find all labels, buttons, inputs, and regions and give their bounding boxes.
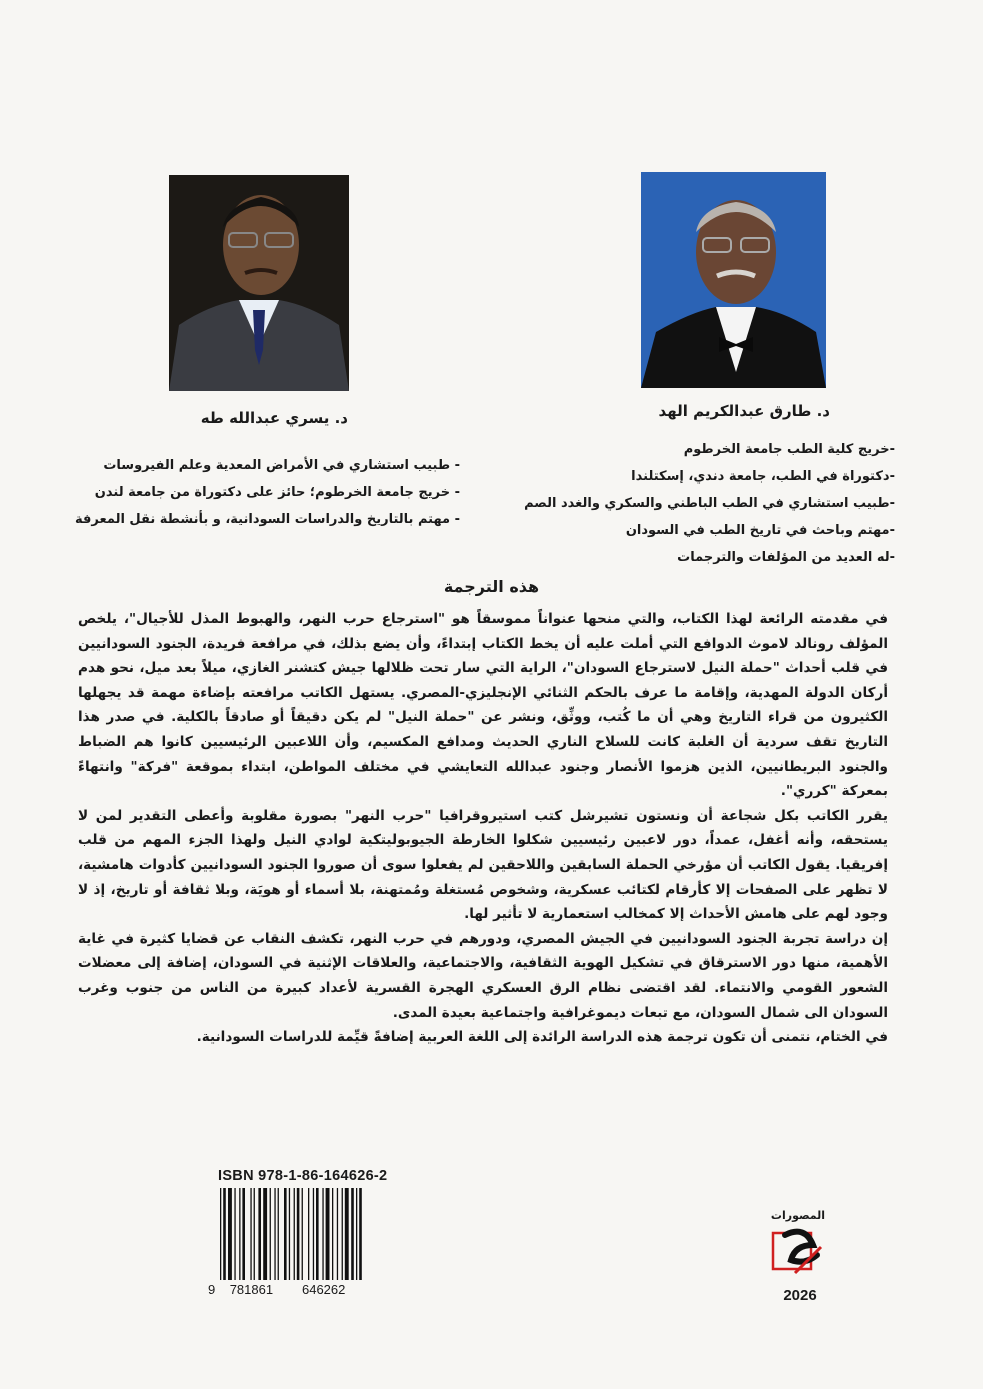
bio-item: -طبيب استشاري في الطب الباطني والسكري والغدد الصم xyxy=(524,496,895,511)
author-bio-left xyxy=(75,452,460,533)
author-name-left: د. يسري عبدالله طه xyxy=(200,409,348,427)
bio-item: -خريج كلية الطب جامعة الخرطوم xyxy=(683,442,895,457)
isbn-label: ISBN 978-1-86-164626-2 xyxy=(218,1168,388,1184)
body-text xyxy=(78,607,888,1050)
bio-item: - مهتم بالتاريخ والدراسات السودانية، و بأنشطة نقل المعرفة xyxy=(75,512,460,527)
author-name-right: د. طارق عبدالكريم الهد xyxy=(658,402,830,420)
barcode-digit-group1: 781861 xyxy=(229,1282,274,1297)
paragraph: إن دراسة تجربة الجنود السودانيين في الجيش المصري، ودورهم في حرب النهر، تكشف النقاب عن قضايا كثيرة في غاية الأهمية، منها دور الاسترقاق في تشكيل الهوية الثقافية، والاجتماعية، والعلاقات الإثنية في السودان، إضافة إلى معضلات الشعور القومي والانتماء. لقد اقتضى نظام الرق العسكري الهجرة القسرية لأعداد كبيرة من الناس من جنوب وغرب السودان الى شمال السودان، مع تبعات ديموغرافية واجتماعية بعيدة المدى. xyxy=(78,930,888,1021)
bio-item: -مهتم وباحث في تاريخ الطب في السودان xyxy=(625,523,895,538)
publisher-logo-icon xyxy=(765,1205,835,1285)
bio-item: -له العديد من المؤلفات والترجمات xyxy=(677,550,895,565)
publisher-name: المصورات xyxy=(770,1209,826,1222)
bio-item: -دكتوراة في الطب، جامعة دندي، إسكتلندا xyxy=(631,469,895,484)
publication-year: 2026 xyxy=(783,1287,817,1304)
author-photo-right xyxy=(641,172,826,388)
bio-item: - طبيب استشاري في الأمراض المعدية وعلم الفيروسات xyxy=(103,458,460,473)
paragraph: في مقدمته الرائعة لهذا الكتاب، والتي منحها عنواناً مموسقاً هو "استرجاع حرب النهر، والهبوط المذل للأجيال"، يلخص المؤلف رونالد لاموث الدوافع التي أملت عليه أن يخط الكتاب إبتداءً، وأن يضع بذلك، في مرافعة فريدة، الجنود السودانيين في قلب أحداث "حملة النيل لاسترجاع السودان"، الراية التي سار تحت ظلالها جيش كتشنر الغازي، ميلاً بعد ميل، نحو هدم أركان الدولة المهدية، وإقامة ما عرف بالحكم الثنائي الإنجليزي-المصري. يستهل الكاتب مرافعته بإضاءة مهمة قد يجهلها الكثيرون من قراء التاريخ وهي أن ما كُتب، ووثِّق، ونشر عن "حملة النيل" لم يكن دقيقاً أو صادقاً بالكلية. في صدر هذا التاريخ تقف سردية أن الغلبة كانت للسلاح الناري الحديث ومدافع المكسيم، وأن اللاعبين الرئيسيين كانوا هم الضباط والجنود البريطانيين، الذين هزموا الأنصار وجنود عبدالله التعايشي في مختلف المواطن، ابتداء بموقعة "فركة" وانتهاءً بمعركة "كرري". xyxy=(78,611,888,800)
author-bio-right xyxy=(520,436,895,571)
barcode-digit-group2: 646262 xyxy=(301,1282,346,1297)
portrait-image xyxy=(169,175,349,391)
paragraph: في الختام، نتمنى أن تكون ترجمة هذه الدراسة الرائدة إلى اللغة العربية إضافةً قيِّمة للدراسات السودانية. xyxy=(196,1029,888,1046)
bio-item: - خريج جامعة الخرطوم؛ حائز على دكتوراة من جامعة لندن xyxy=(94,485,460,500)
section-title: هذه الترجمة xyxy=(443,577,540,596)
barcode-digit-first: 9 xyxy=(208,1282,216,1297)
portrait-image xyxy=(641,172,826,388)
barcode-digits xyxy=(208,1282,418,1297)
paragraph: يقرر الكاتب بكل شجاعة أن ونستون تشيرشل كتب استيروقرافيا "حرب النهر" بصورة مقلوبة وأعطى التقدير لمن لا يستحقه، وأنه أغفل، عمداً، دور لاعبين رئيسيين شكلوا الخارطة الجيوبوليتكية لوادي النيل ولهذا الجزء المهم من قلب إفريقيا. يقول الكاتب أن مؤرخي الحملة السابقين واللاحقين لم يفعلوا سوى أن صوروا الجنود السودانيين كأدوات هامشية، لا تظهر على الصفحات إلا كأرقام لكتائب عسكرية، وشخوص مُستغلة ومُمتهنة، بلا أسماء أو هويَة، وبلا ثقافة أو تاريخ، إذ لا وجود لهم على هامش الأحداث إلا كمخالب استعمارية لا تأثير لها. xyxy=(78,807,888,923)
author-photo-left xyxy=(169,175,349,391)
barcode-image xyxy=(218,1188,414,1280)
